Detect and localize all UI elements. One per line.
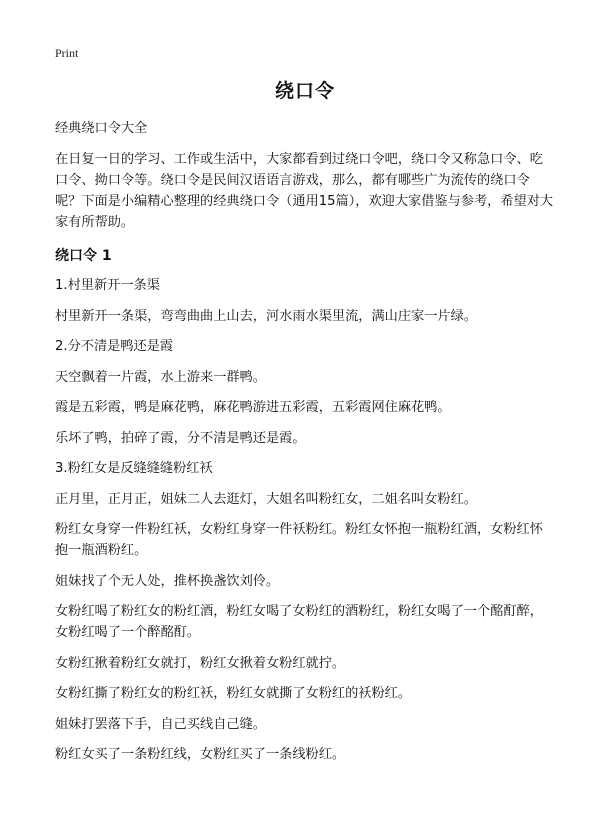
paragraph: 正月里，正月正，姐妹二人去逛灯，大姐名叫粉红女，二姐名叫女粉红。 bbox=[55, 491, 477, 507]
print-link[interactable]: Print bbox=[55, 46, 79, 60]
item-heading: 1.村里新开一条渠 bbox=[55, 278, 160, 293]
item-heading: 2.分不清是鸭还是霞 bbox=[55, 339, 174, 354]
document-body bbox=[55, 78, 555, 775]
paragraph: 姐妹找了个无人处，推杯换盏饮刘伶。 bbox=[55, 573, 280, 589]
paragraph: 女粉红喝了粉红女的粉红酒，粉红女喝了女粉红的酒粉红，粉红女喝了一个酩酊醉，女粉红喝了一个醉酩酊。 bbox=[55, 604, 543, 640]
paragraph: 女粉红撕了粉红女的粉红袄，粉红女就撕了女粉红的袄粉红。 bbox=[55, 686, 412, 701]
item-heading: 3.粉红女是反缝缝缝粉红袄 bbox=[55, 461, 213, 476]
paragraph: 女粉红揪着粉红女就打，粉红女揪着女粉红就拧。 bbox=[55, 655, 346, 671]
paragraph: 村里新开一条渠，弯弯曲曲上山去，河水雨水渠里流，满山庄家一片绿。 bbox=[55, 308, 477, 324]
document-title: 绕口令 bbox=[274, 80, 335, 102]
paragraph: 粉红女身穿一件粉红袄，女粉红身穿一件袄粉红。粉红女怀抱一瓶粉红酒，女粉红怀抱一瓶酒粉红。 bbox=[55, 522, 543, 558]
intro-paragraph: 在日复一日的学习、工作或生活中，大家都看到过绕口令吧，绕口令又称急口令、吃口令、拗口令等。绕口令是民间汉语语言游戏，那么，都有哪些广为流传的绕口令呢？下面是小编精心整理的经典绕口令（通用15篇），欢迎大家借鉴与参考，希望对大家有所帮助。 bbox=[55, 152, 554, 230]
paragraph: 天空飘着一片霞，水上游来一群鸭。 bbox=[55, 369, 266, 385]
paragraph: 粉红女买了一条粉红线，女粉红买了一条线粉红。 bbox=[55, 747, 346, 762]
section-heading: 绕口令 1 bbox=[55, 248, 112, 264]
paragraph: 姐妹打罢落下手，自己买线自己缝。 bbox=[55, 716, 266, 732]
document-subtitle: 经典绕口令大全 bbox=[55, 121, 148, 136]
paragraph: 乐坏了鸭，拍碎了霞，分不清是鸭还是霞。 bbox=[55, 430, 306, 446]
paragraph: 霞是五彩霞，鸭是麻花鸭，麻花鸭游进五彩霞，五彩霞网住麻花鸭。 bbox=[55, 400, 451, 415]
